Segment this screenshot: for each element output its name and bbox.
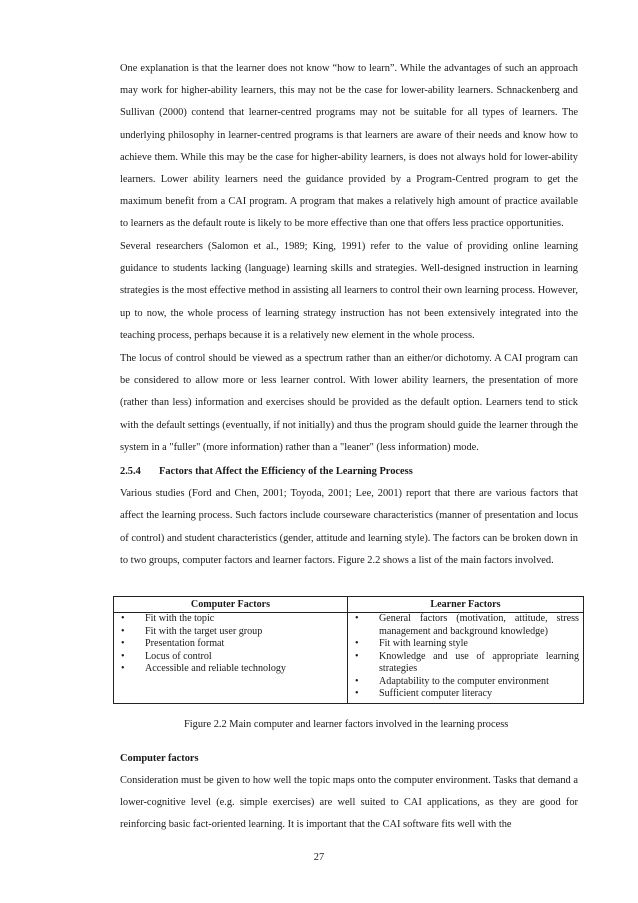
bullet-icon: • [355, 675, 359, 687]
factor-item [118, 613, 343, 626]
header-learner-factors: Learner Factors [348, 597, 584, 613]
header-computer-factors: Computer Factors [114, 597, 348, 613]
factor-item [118, 626, 343, 639]
computer-factors-heading: Computer factors [120, 753, 199, 764]
factor-text: Presentation format [145, 638, 225, 649]
learner-factors-cell [348, 613, 584, 704]
factor-item [118, 638, 343, 651]
bullet-icon: • [121, 663, 125, 674]
factor-text: General factors (motivation, attitude, stress management and background knowledge) [379, 613, 579, 637]
factor-text: Locus of control [145, 650, 212, 662]
factor-item [352, 676, 579, 689]
bullet-icon: • [121, 650, 125, 662]
table-header-row [114, 597, 584, 613]
factor-text: Fit with the topic [145, 613, 215, 624]
factor-item [118, 651, 343, 664]
section-number: 2.5.4 [120, 466, 141, 477]
factor-item [352, 638, 579, 651]
factor-text: Accessible and reliable technology [145, 663, 286, 674]
factor-item [352, 651, 579, 676]
page-number: 27 [313, 852, 325, 863]
factor-item [352, 613, 579, 638]
section-heading [120, 461, 578, 483]
factor-text: Sufficient computer literacy [379, 688, 493, 699]
bullet-icon: • [355, 638, 359, 649]
factor-item [118, 663, 343, 676]
factor-text: Knowledge and use of appropriate learning strategies [379, 650, 579, 674]
section-2-5-4 [120, 461, 578, 572]
table-body-row [114, 613, 584, 704]
bullet-icon: • [121, 625, 125, 637]
bullet-icon: • [355, 688, 359, 699]
factors-table [113, 596, 584, 704]
factor-text: Fit with the target user group [145, 625, 263, 637]
paragraph-learning-guidance: Several researchers (Salomon et al., 1989; King, 1991) refer to the value of providing online learning guidance to students lacking (language) learning skills and strategies. Well-designed instruction in learning strategies is the most effective method in assisting all learners to control their own learning process. However, up to now, the whole process of learning strategy instruction has not been extensively integrated into the teaching process, perhaps because it is a relatively new element in the whole process. [120, 241, 578, 341]
bullet-icon: • [121, 613, 125, 624]
paragraph-learner-control: One explanation is that the learner does not know “how to learn”. While the advantages of such an approach may work for higher-ability learners, this may not be the case for lower-ability learners. Schnackenberg and Sullivan (2000) contend that learner-centred programs may not be suitable for all types of learners. The underlying philosophy in learner-centred programs is that learners are aware of their needs and know how to achieve them. While this may be the case for higher-ability learners, is does not always hold for lower-ability learners. Lower ability learners need the guidance provided by a Program-Centred program to get the maximum benefit from a CAI program. A program that makes a relatively high amount of practice available to learners as the default route is likely to be more effective than one that offers less practice opportunities. [120, 63, 578, 230]
computer-factors-list [114, 613, 347, 678]
bullet-icon: • [355, 650, 359, 662]
section-paragraph: Various studies (Ford and Chen, 2001; Toyoda, 2001; Lee, 2001) report that there are various factors that affect the learning process. Such factors include courseware characteristics (manner of presentation and locus of control) and student characteristics (gender, attitude and learning style). The factors can be broken down in to two groups, computer factors and learner factors. Figure 2.2 shows a list of the main factors involved. [120, 488, 578, 566]
bullet-icon: • [121, 638, 125, 649]
factor-item [352, 688, 579, 701]
paragraph-computer-factors: Consideration must be given to how well the topic maps onto the computer environment. Tasks that demand a lower-cognitive level (e.g. simple exercises) are well suited to CAI applications, as they are good for reinforcing basic fact-oriented learning. It is important that the CAI software fits well with the [120, 775, 578, 831]
bullet-icon: • [355, 613, 359, 624]
computer-factors-cell [114, 613, 348, 704]
factor-text: Adaptability to the computer environment [379, 675, 549, 687]
learner-factors-list [348, 613, 583, 703]
section-title: Factors that Affect the Efficiency of the Learning Process [159, 466, 413, 477]
paragraph-locus-of-control: The locus of control should be viewed as a spectrum rather than an either/or dichotomy. A CAI program can be considered to allow more or less learner control. With lower ability learners, the presentation of more (rather than less) information and exercises should be provided as the default option. Learners tend to stick with the default settings (eventually, if not initially) and thus the program should guide the learner through the system in a "fuller" (more information) rather than a "leaner" (less information) mode. [120, 353, 578, 453]
factor-text: Fit with learning style [379, 638, 468, 649]
figure-caption: Figure 2.2 Main computer and learner factors involved in the learning process [184, 719, 509, 730]
